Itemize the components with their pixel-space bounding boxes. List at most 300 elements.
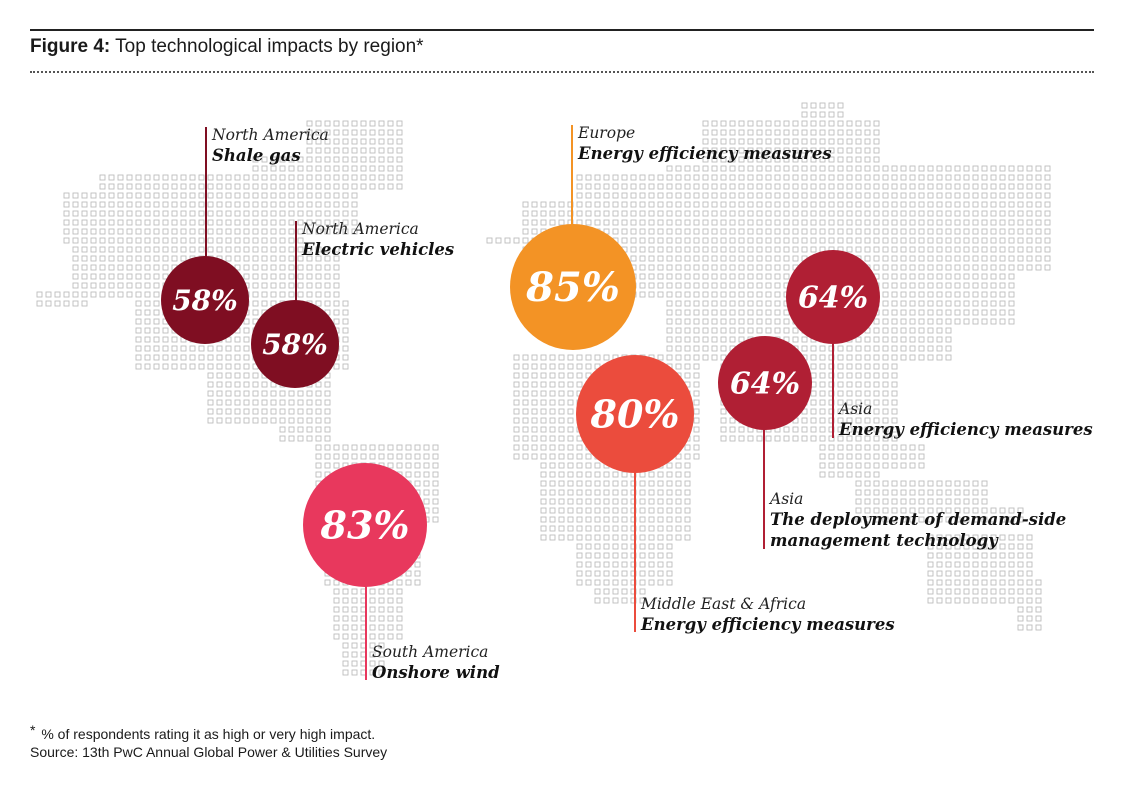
map-dot [235, 364, 240, 369]
map-dot [118, 175, 123, 180]
map-dot [874, 463, 879, 468]
map-dot [730, 184, 735, 189]
map-dot [577, 535, 582, 540]
map-dot [577, 544, 582, 549]
map-dot [370, 598, 375, 603]
map-dot [631, 193, 636, 198]
map-dot [388, 130, 393, 135]
map-dot [262, 202, 267, 207]
map-dot [154, 229, 159, 234]
map-dot [325, 580, 330, 585]
map-dot [667, 544, 672, 549]
map-dot [829, 184, 834, 189]
bubble-group [303, 463, 500, 682]
map-dot [721, 274, 726, 279]
map-dot [847, 220, 852, 225]
map-dot [847, 121, 852, 126]
map-dot [163, 202, 168, 207]
map-dot [235, 355, 240, 360]
map-dot [343, 634, 348, 639]
map-dot [640, 517, 645, 522]
map-dot [208, 247, 213, 252]
map-dot [847, 139, 852, 144]
map-dot [244, 418, 249, 423]
map-dot [334, 301, 339, 306]
map-dot [325, 382, 330, 387]
map-dot [865, 157, 870, 162]
map-dot [847, 445, 852, 450]
map-dot [820, 175, 825, 180]
map-dot [991, 553, 996, 558]
map-dot [244, 355, 249, 360]
map-dot [901, 229, 906, 234]
map-dot [946, 220, 951, 225]
map-dot [253, 229, 258, 234]
map-dot [280, 283, 285, 288]
map-dot [298, 202, 303, 207]
map-dot [1027, 166, 1032, 171]
map-dot [568, 436, 573, 441]
map-dot [532, 454, 537, 459]
map-dot [397, 463, 402, 468]
map-dot [802, 112, 807, 117]
map-dot [667, 193, 672, 198]
map-dot [577, 490, 582, 495]
map-dot [901, 319, 906, 324]
map-dot [757, 283, 762, 288]
map-dot [631, 220, 636, 225]
map-dot [955, 562, 960, 567]
map-dot [1045, 265, 1050, 270]
map-dot [532, 445, 537, 450]
map-dot [280, 427, 285, 432]
map-dot [703, 355, 708, 360]
map-dot [82, 265, 87, 270]
map-dot [649, 499, 654, 504]
map-dot [667, 526, 672, 531]
map-dot [145, 256, 150, 261]
map-dot [1009, 598, 1014, 603]
map-dot [865, 202, 870, 207]
map-dot [685, 265, 690, 270]
map-dot [586, 193, 591, 198]
map-dot [955, 274, 960, 279]
map-dot [712, 130, 717, 135]
map-dot [370, 139, 375, 144]
map-dot [316, 193, 321, 198]
map-dot [406, 454, 411, 459]
map-dot [820, 391, 825, 396]
map-dot [316, 472, 321, 477]
map-dot [910, 319, 915, 324]
map-dot [514, 454, 519, 459]
map-dot [955, 580, 960, 585]
map-dot [721, 256, 726, 261]
map-dot [883, 184, 888, 189]
map-dot [631, 202, 636, 207]
map-dot [577, 553, 582, 558]
map-dot [244, 409, 249, 414]
map-dot [838, 373, 843, 378]
map-dot [334, 616, 339, 621]
map-dot [280, 166, 285, 171]
map-dot [874, 454, 879, 459]
map-dot [568, 355, 573, 360]
map-dot [649, 283, 654, 288]
map-dot [361, 184, 366, 189]
map-dot [667, 256, 672, 261]
map-dot [766, 184, 771, 189]
map-dot [874, 373, 879, 378]
map-dot [244, 238, 249, 243]
map-dot [388, 454, 393, 459]
map-dot [991, 283, 996, 288]
map-dot [523, 445, 528, 450]
map-dot [667, 562, 672, 567]
region-label: South America [372, 643, 489, 661]
map-dot [712, 283, 717, 288]
map-dot [955, 247, 960, 252]
map-dot [730, 229, 735, 234]
map-dot [253, 400, 258, 405]
map-dot [388, 139, 393, 144]
map-dot [946, 310, 951, 315]
map-dot [82, 274, 87, 279]
map-dot [1000, 301, 1005, 306]
map-dot [757, 256, 762, 261]
map-dot [703, 265, 708, 270]
map-dot [685, 481, 690, 486]
map-dot [739, 247, 744, 252]
map-dot [667, 355, 672, 360]
map-dot [874, 229, 879, 234]
map-dot [640, 220, 645, 225]
map-dot [838, 157, 843, 162]
bubble-group [251, 220, 454, 388]
map-dot [253, 310, 258, 315]
map-dot [262, 283, 267, 288]
map-dot [235, 382, 240, 387]
map-dot [370, 634, 375, 639]
map-dot [901, 256, 906, 261]
map-dot [334, 211, 339, 216]
map-dot [838, 175, 843, 180]
map-dot [244, 220, 249, 225]
map-dot [694, 238, 699, 243]
map-dot [1036, 202, 1041, 207]
map-dot [82, 247, 87, 252]
map-dot [892, 319, 897, 324]
map-dot [919, 166, 924, 171]
map-dot [631, 238, 636, 243]
map-dot [208, 391, 213, 396]
map-dot [622, 535, 627, 540]
map-dot [208, 382, 213, 387]
map-dot [154, 310, 159, 315]
map-dot [676, 526, 681, 531]
map-dot [136, 274, 141, 279]
impact-label: Energy efficiency measures [641, 615, 895, 634]
map-dot [928, 229, 933, 234]
map-dot [820, 454, 825, 459]
map-dot [244, 391, 249, 396]
map-dot [1018, 220, 1023, 225]
map-dot [811, 247, 816, 252]
map-dot [109, 211, 114, 216]
map-dot [955, 490, 960, 495]
map-dot [712, 193, 717, 198]
map-dot [748, 265, 753, 270]
map-dot [991, 166, 996, 171]
map-dot [1018, 589, 1023, 594]
map-dot [667, 184, 672, 189]
map-dot [334, 589, 339, 594]
map-dot [586, 211, 591, 216]
map-dot [685, 346, 690, 351]
map-dot [172, 238, 177, 243]
region-label: North America [212, 126, 329, 144]
map-dot [1000, 247, 1005, 252]
map-dot [811, 391, 816, 396]
map-dot [820, 202, 825, 207]
map-dot [118, 283, 123, 288]
map-dot [613, 220, 618, 225]
map-dot [1018, 544, 1023, 549]
map-dot [649, 229, 654, 234]
map-dot [523, 220, 528, 225]
map-dot [262, 175, 267, 180]
map-dot [964, 481, 969, 486]
map-dot [343, 445, 348, 450]
map-dot [568, 517, 573, 522]
map-dot [865, 373, 870, 378]
map-dot [604, 481, 609, 486]
map-dot [118, 238, 123, 243]
map-dot [532, 427, 537, 432]
map-dot [433, 499, 438, 504]
map-dot [820, 166, 825, 171]
map-dot [172, 184, 177, 189]
map-dot [154, 301, 159, 306]
map-dot [1009, 310, 1014, 315]
map-dot [865, 211, 870, 216]
map-dot [586, 580, 591, 585]
map-dot [1000, 256, 1005, 261]
map-dot [604, 220, 609, 225]
map-dot [910, 499, 915, 504]
map-dot [937, 193, 942, 198]
map-dot [874, 319, 879, 324]
map-dot [856, 346, 861, 351]
map-dot [712, 121, 717, 126]
map-dot [613, 508, 618, 513]
map-dot [712, 274, 717, 279]
map-dot [262, 292, 267, 297]
map-dot [901, 202, 906, 207]
map-dot [316, 211, 321, 216]
map-dot [730, 211, 735, 216]
map-dot [613, 193, 618, 198]
map-dot [217, 373, 222, 378]
map-dot [784, 319, 789, 324]
map-dot [640, 535, 645, 540]
map-dot [316, 427, 321, 432]
map-dot [838, 103, 843, 108]
map-dot [577, 526, 582, 531]
map-dot [676, 319, 681, 324]
map-dot [919, 292, 924, 297]
map-dot [1027, 193, 1032, 198]
map-dot [181, 256, 186, 261]
map-dot [919, 274, 924, 279]
map-dot [937, 310, 942, 315]
map-dot [640, 265, 645, 270]
map-dot [883, 382, 888, 387]
map-dot [298, 391, 303, 396]
map-dot [271, 256, 276, 261]
map-dot [379, 130, 384, 135]
map-dot [397, 598, 402, 603]
map-dot [973, 166, 978, 171]
map-dot [739, 229, 744, 234]
map-dot [730, 274, 735, 279]
map-dot [64, 229, 69, 234]
map-dot [1027, 571, 1032, 576]
map-dot [604, 544, 609, 549]
map-dot [847, 211, 852, 216]
map-dot [694, 283, 699, 288]
map-dot [226, 382, 231, 387]
map-dot [622, 238, 627, 243]
map-dot [199, 364, 204, 369]
map-dot [820, 382, 825, 387]
map-dot [973, 184, 978, 189]
map-dot [928, 256, 933, 261]
map-dot [667, 229, 672, 234]
map-dot [910, 193, 915, 198]
map-dot [631, 256, 636, 261]
map-dot [685, 193, 690, 198]
map-dot [775, 193, 780, 198]
map-dot [235, 238, 240, 243]
map-dot [271, 193, 276, 198]
map-dot [586, 571, 591, 576]
map-dot [973, 553, 978, 558]
map-dot [892, 373, 897, 378]
map-dot [289, 229, 294, 234]
map-dot [379, 634, 384, 639]
map-dot [226, 400, 231, 405]
map-dot [865, 499, 870, 504]
map-dot [577, 454, 582, 459]
map-dot [919, 220, 924, 225]
map-dot [766, 265, 771, 270]
map-dot [955, 598, 960, 603]
map-dot [757, 202, 762, 207]
map-dot [199, 247, 204, 252]
map-dot [343, 121, 348, 126]
map-dot [811, 166, 816, 171]
map-dot [361, 166, 366, 171]
map-dot [118, 256, 123, 261]
map-dot [235, 175, 240, 180]
map-dot [739, 121, 744, 126]
map-dot [856, 373, 861, 378]
map-dot [892, 229, 897, 234]
map-dot [559, 481, 564, 486]
map-dot [649, 211, 654, 216]
map-dot [667, 211, 672, 216]
map-dot [1027, 175, 1032, 180]
map-dot [721, 166, 726, 171]
map-dot [127, 211, 132, 216]
map-dot [955, 220, 960, 225]
map-dot [982, 202, 987, 207]
map-dot [253, 373, 258, 378]
map-dot [190, 364, 195, 369]
map-dot [262, 193, 267, 198]
map-dot [694, 166, 699, 171]
map-dot [964, 184, 969, 189]
map-dot [838, 166, 843, 171]
map-dot [226, 256, 231, 261]
map-dot [703, 238, 708, 243]
map-dot [334, 157, 339, 162]
map-dot [874, 148, 879, 153]
map-dot [658, 499, 663, 504]
map-dot [559, 418, 564, 423]
map-dot [415, 445, 420, 450]
map-dot [1009, 301, 1014, 306]
map-dot [298, 283, 303, 288]
map-dot [1018, 580, 1023, 585]
map-dot [829, 463, 834, 468]
map-dot [739, 301, 744, 306]
map-dot [910, 445, 915, 450]
map-dot [856, 481, 861, 486]
map-dot [856, 130, 861, 135]
map-dot [613, 184, 618, 189]
map-dot [73, 193, 78, 198]
map-dot [550, 499, 555, 504]
map-dot [739, 166, 744, 171]
map-dot [316, 463, 321, 468]
map-dot [730, 427, 735, 432]
map-dot [73, 301, 78, 306]
map-dot [991, 274, 996, 279]
map-dot [811, 175, 816, 180]
map-dot [667, 481, 672, 486]
map-dot [1000, 211, 1005, 216]
map-dot [874, 328, 879, 333]
map-dot [883, 499, 888, 504]
map-dot [523, 382, 528, 387]
map-dot [883, 283, 888, 288]
map-dot [568, 373, 573, 378]
bubble-value-label: 85% [526, 264, 620, 311]
map-dot [118, 229, 123, 234]
map-dot [685, 364, 690, 369]
map-dot [136, 175, 141, 180]
map-dot [1009, 571, 1014, 576]
map-dot [721, 229, 726, 234]
map-dot [388, 607, 393, 612]
map-dot [757, 193, 762, 198]
map-dot [703, 337, 708, 342]
map-dot [658, 481, 663, 486]
map-dot [253, 184, 258, 189]
map-dot [901, 337, 906, 342]
